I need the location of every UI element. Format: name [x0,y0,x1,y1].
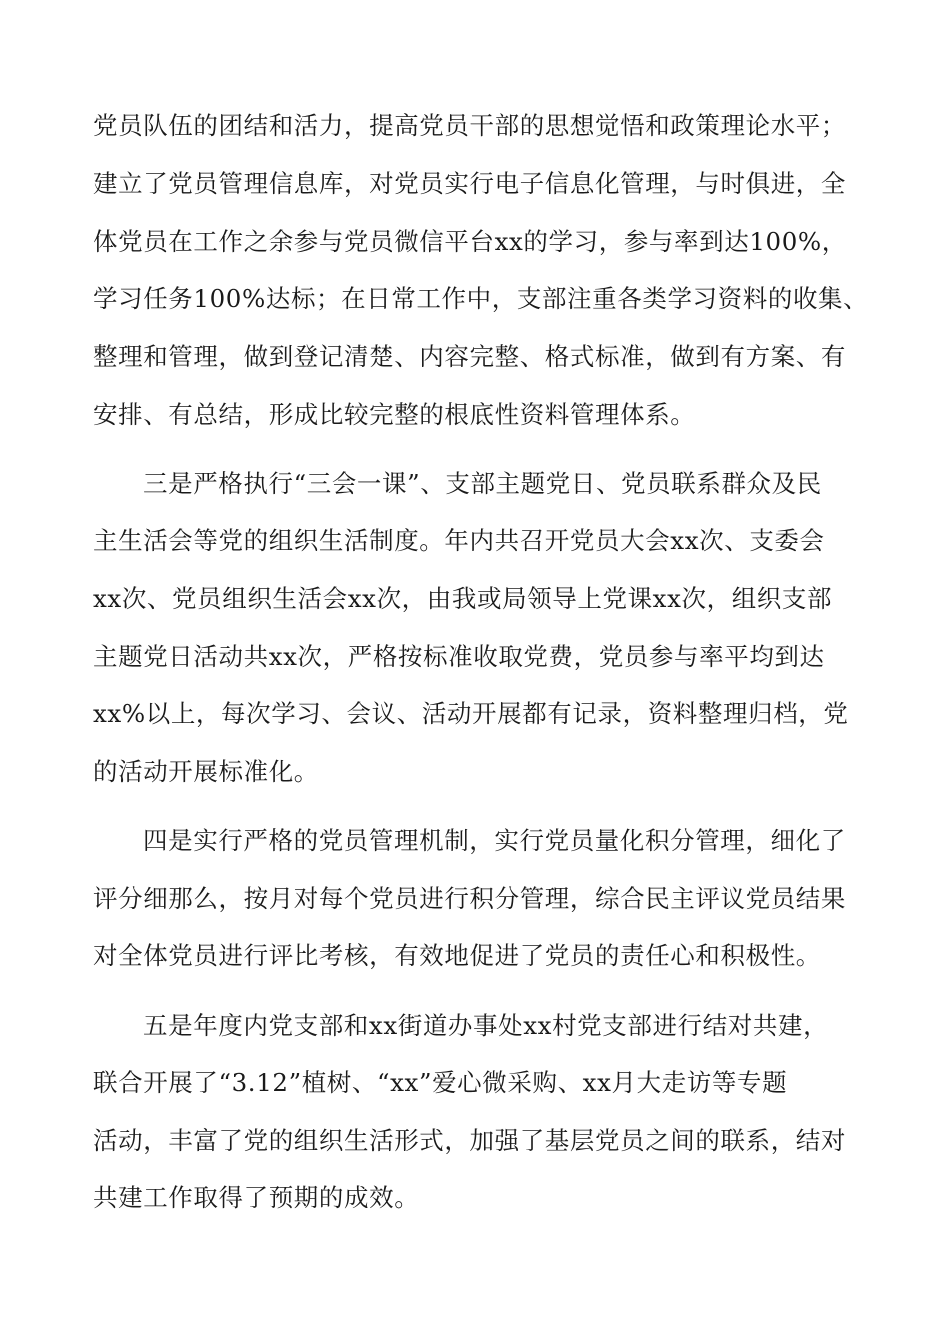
text-line: 学习任务100%达标；在日常工作中，支部注重各类学习资料的收集、 [93,284,869,313]
text-line: 活动，丰富了党的组织生活形式，加强了基层党员之间的联系，结对 [93,1126,846,1155]
paragraph-first-line: 三是严格执行“三会一课”、支部主题党日、党员联系群众及民 [143,469,822,498]
text-line: 主生活会等党的组织生活制度。年内共召开党员大会xx次、支委会 [93,526,825,555]
text-line: 联合开展了“3.12”植树、“xx”爱心微采购、xx月大走访等专题 [93,1068,788,1097]
paragraph-first-line: 五是年度内党支部和xx街道办事处xx村党支部进行结对共建， [143,1011,829,1040]
text-line: 整理和管理，做到登记清楚、内容完整、格式标准，做到有方案、有 [93,342,846,371]
text-line: 共建工作取得了预期的成效。 [93,1183,420,1212]
text-line: xx次、党员组织生活会xx次，由我或局领导上党课xx次，组织支部 [93,584,833,613]
text-line: 的活动开展标准化。 [93,757,319,786]
text-line: 建立了党员管理信息库，对党员实行电子信息化管理，与时俱进，全 [93,169,846,198]
paragraph-first-line: 四是实行严格的党员管理机制，实行党员量化积分管理，细化了 [143,826,846,855]
text-line: 对全体党员进行评比考核，有效地促进了党员的责任心和积极性。 [93,941,821,970]
text-line: 主题党日活动共xx次，严格按标准收取党费，党员参与率平均到达 [93,642,825,671]
text-line: 安排、有总结，形成比较完整的根底性资料管理体系。 [93,400,696,429]
text-line: 评分细那么，按月对每个党员进行积分管理，综合民主评议党员结果 [93,884,846,913]
text-line: 体党员在工作之余参与党员微信平台xx的学习，参与率到达100%， [93,227,847,256]
text-line: 党员队伍的团结和活力，提高党员干部的思想觉悟和政策理论水平； [93,111,846,140]
text-line: xx%以上，每次学习、会议、活动开展都有记录，资料整理归档，党 [93,699,849,728]
